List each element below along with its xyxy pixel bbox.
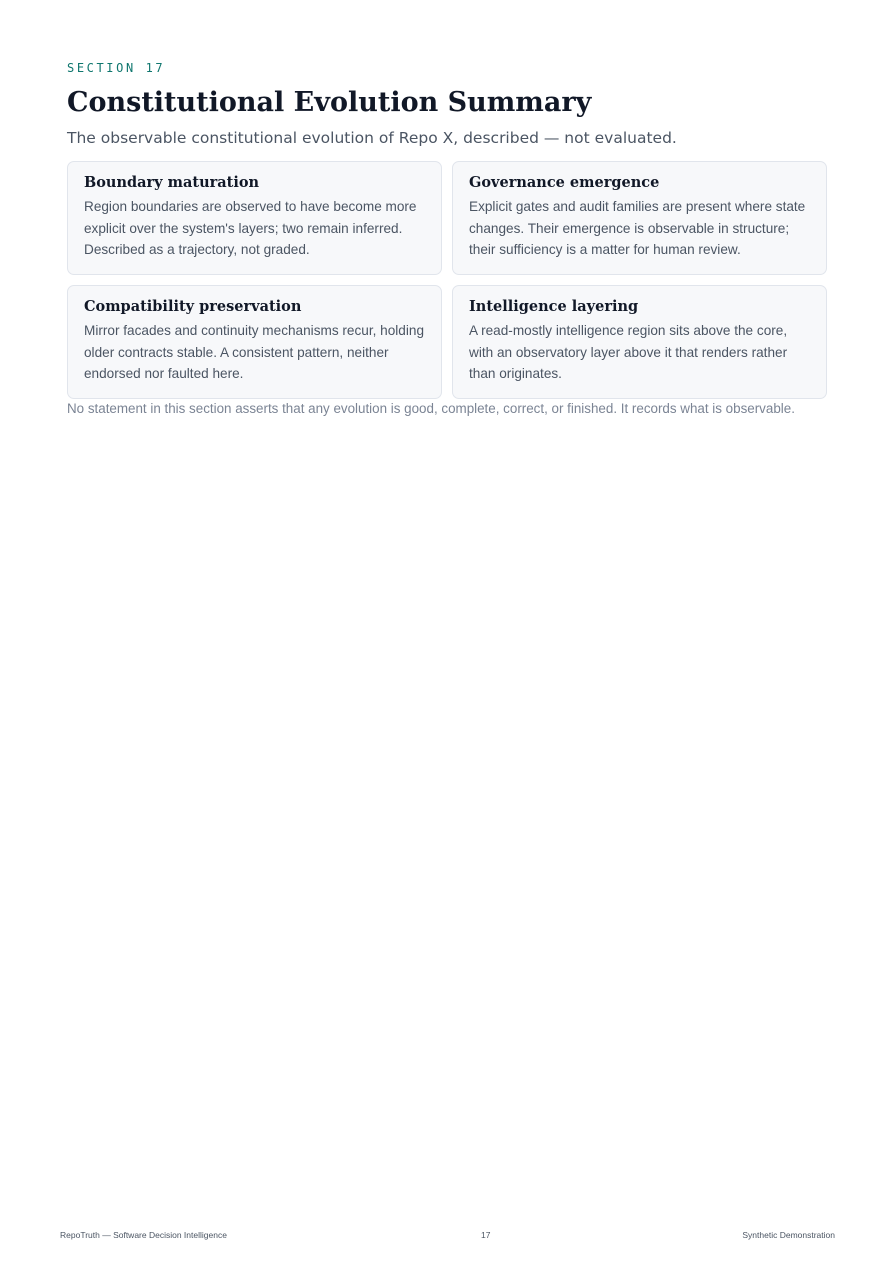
card-body: Explicit gates and audit families are present where state changes. Their emergence is observable in structure; their sufficiency is a matter for human review. [469,199,806,257]
card-title: Intelligence layering [469,298,639,315]
page-subtitle: The observable constitutional evolution of Repo X, described — not evaluated. [67,129,677,147]
footer-demo-label: Synthetic Demonstration [742,1230,835,1240]
section-eyebrow: SECTION 17 [67,61,166,75]
section-disclaimer-note: No statement in this section asserts that any evolution is good, complete, correct, or finished. It records what is observable. [67,401,795,416]
footer-product-name: RepoTruth — Software Decision Intelligence [60,1230,227,1240]
card-title: Governance emergence [469,174,660,191]
card-title: Compatibility preservation [84,298,302,315]
card-governance-emergence [452,161,827,275]
card-boundary-maturation [67,161,442,275]
card-body: Mirror facades and continuity mechanisms recur, holding older contracts stable. A consistent pattern, neither endorsed nor faulted here. [84,323,425,381]
card-body: A read-mostly intelligence region sits above the core, with an observatory layer above it that renders rather than originates. [469,323,788,381]
footer-page-number: 17 [481,1230,491,1240]
card-compatibility-preservation [67,285,442,399]
summary-cards-grid [67,161,827,399]
card-title: Boundary maturation [84,174,260,191]
page-title: Constitutional Evolution Summary [67,87,592,118]
card-intelligence-layering [452,285,827,399]
card-body: Region boundaries are observed to have become more explicit over the system's layers; two remain inferred. Described as a trajectory, not graded. [84,199,417,257]
